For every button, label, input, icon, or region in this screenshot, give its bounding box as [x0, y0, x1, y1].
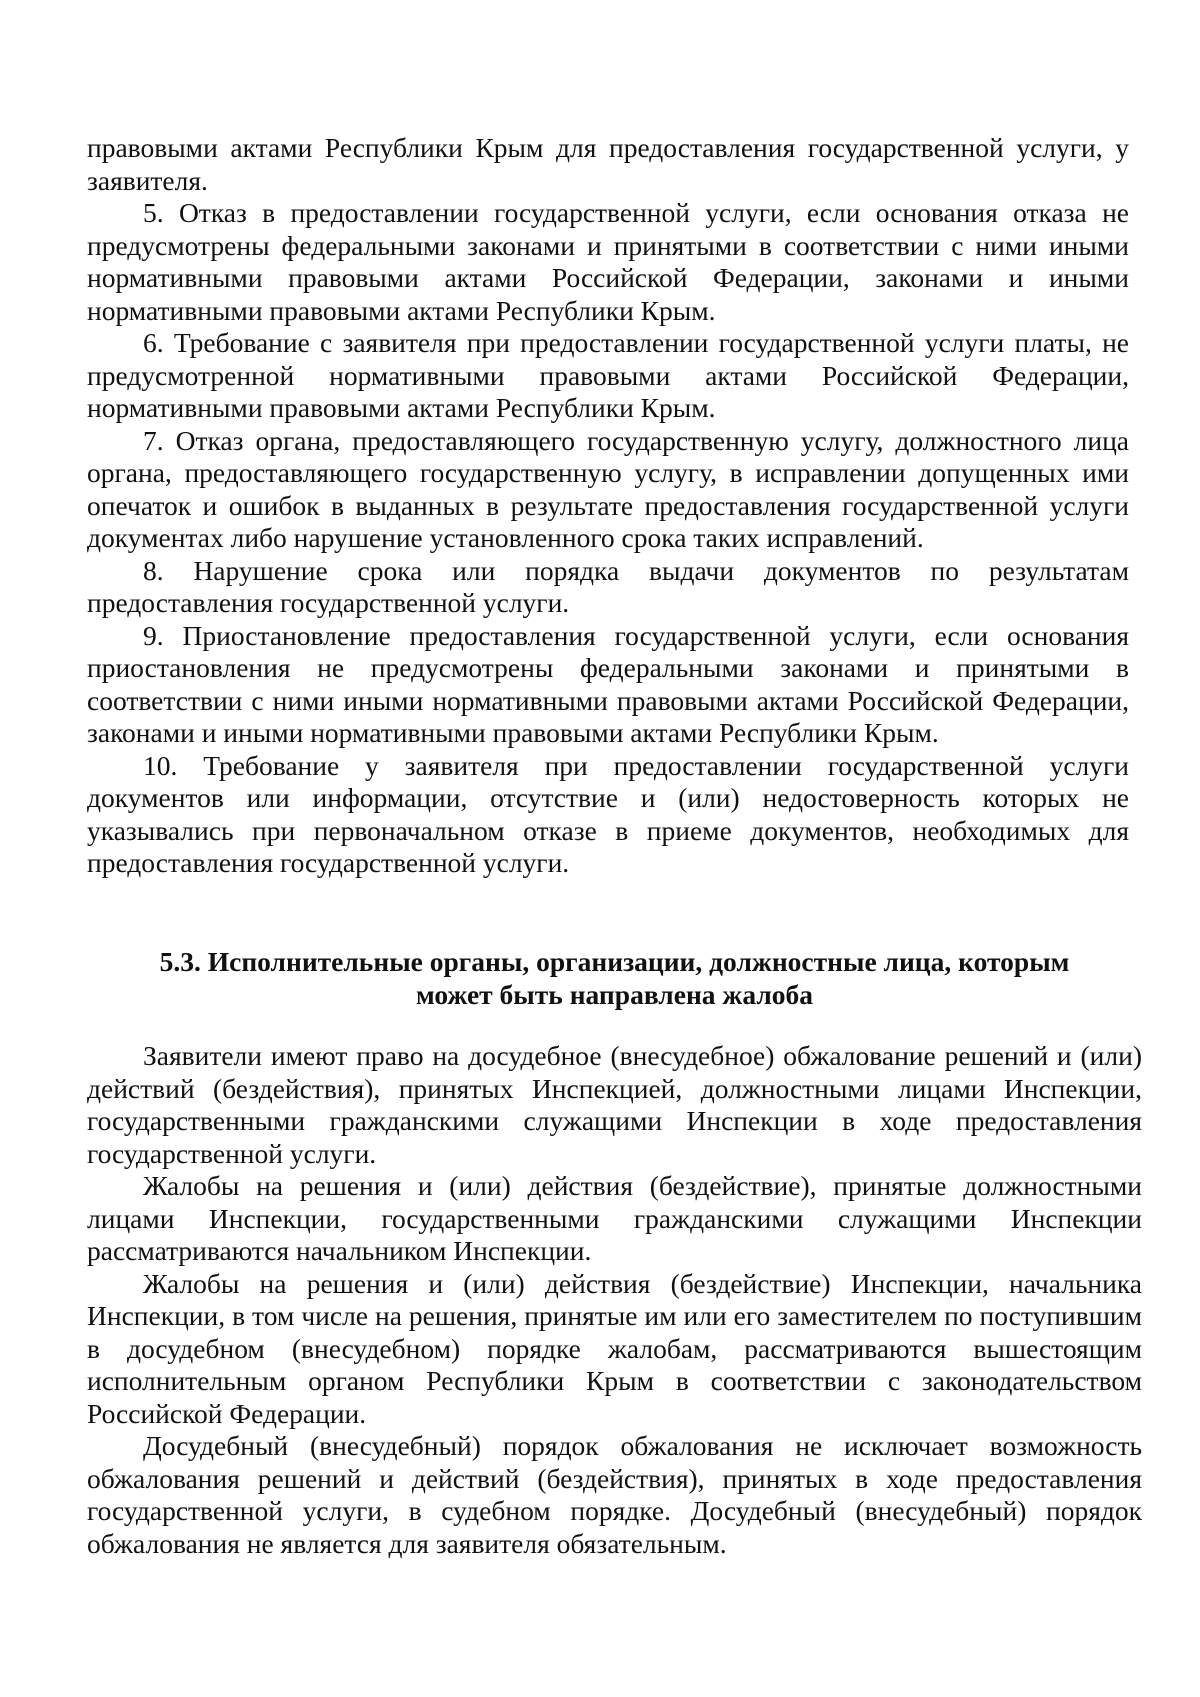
section-paragraph: Жалобы на решения и (или) действия (бездействие) Инспекции, начальника Инспекции, в том числе на решения, принятые им или его заместителем по поступившим в досудебном (внесудебном) порядке жалобам, рассматриваются вышестоящим исполнительным органом Республики Крым в соответствии с законодательством Российской Федерации. [87, 1267, 1142, 1429]
section-heading [87, 945, 1142, 1011]
list-item-5: 5. Отказ в предоставлении государственной услуги, если основания отказа не предусмотрены федеральными законами и принятыми в соответствии с ними иными нормативными правовыми актами Российской Федерации, законами и иными нормативными правовыми актами Республики Крым. [87, 197, 1129, 326]
list-item-6: 6. Требование с заявителя при предоставлении государственной услуги платы, не предусмотренной нормативными правовыми актами Российской Федерации, нормативными правовыми актами Республики Крым. [87, 327, 1129, 423]
section-paragraph: Заявители имеют право на досудебное (внесудебное) обжалование решений и (или) действий (бездействия), принятых Инспекцией, должностными лицами Инспекции, государственными гражданскими служащими Инспекции в ходе предоставления государственной услуги. [87, 1040, 1142, 1169]
list-item-9: 9. Приостановление предоставления государственной услуги, если основания приостановления не предусмотрены федеральными законами и принятыми в соответствии с ними иными нормативными правовыми актами Российской Федерации, законами и иными нормативными правовыми актами Республики Крым. [87, 619, 1129, 748]
section-body [87, 1040, 1142, 1560]
section-heading-line-1: 5.3. Исполнительные органы, организации, должностные лица, которым [159, 946, 1070, 977]
list-item-10: 10. Требование у заявителя при предоставлении государственной услуги документов или информации, отсутствие и (или) недостоверность которых не указывались при первоначальном отказе в приеме документов, необходимых для предоставления государственной услуги. [87, 749, 1129, 878]
list-item-7: 7. Отказ органа, предоставляющего государственную услугу, должностного лица органа, предоставляющего государственную услугу, в исправлении допущенных ими опечаток и ошибок в выданных в результате предоставления государственной услуги документах либо нарушение установленного срока таких исправлений. [87, 424, 1129, 553]
section-paragraph: Досудебный (внесудебный) порядок обжалования не исключает возможность обжалования решений и действий (бездействия), принятых в ходе предоставления государственной услуги, в судебном порядке. Досудебный (внесудебный) порядок обжалования не является для заявителя обязательным. [87, 1430, 1142, 1559]
section-paragraph: Жалобы на решения и (или) действия (бездействие), принятые должностными лицами Инспекции, государственными гражданскими служащими Инспекции рассматриваются начальником Инспекции. [87, 1170, 1142, 1266]
violations-list [87, 132, 1129, 880]
section-heading-line-2: может быть направлена жалоба [415, 979, 814, 1010]
list-item-8: 8. Нарушение срока или порядка выдачи документов по результатам предоставления государственной услуги. [87, 554, 1129, 618]
continuation-paragraph: правовыми актами Республики Крым для предоставления государственной услуги, у заявителя. [87, 132, 1129, 196]
